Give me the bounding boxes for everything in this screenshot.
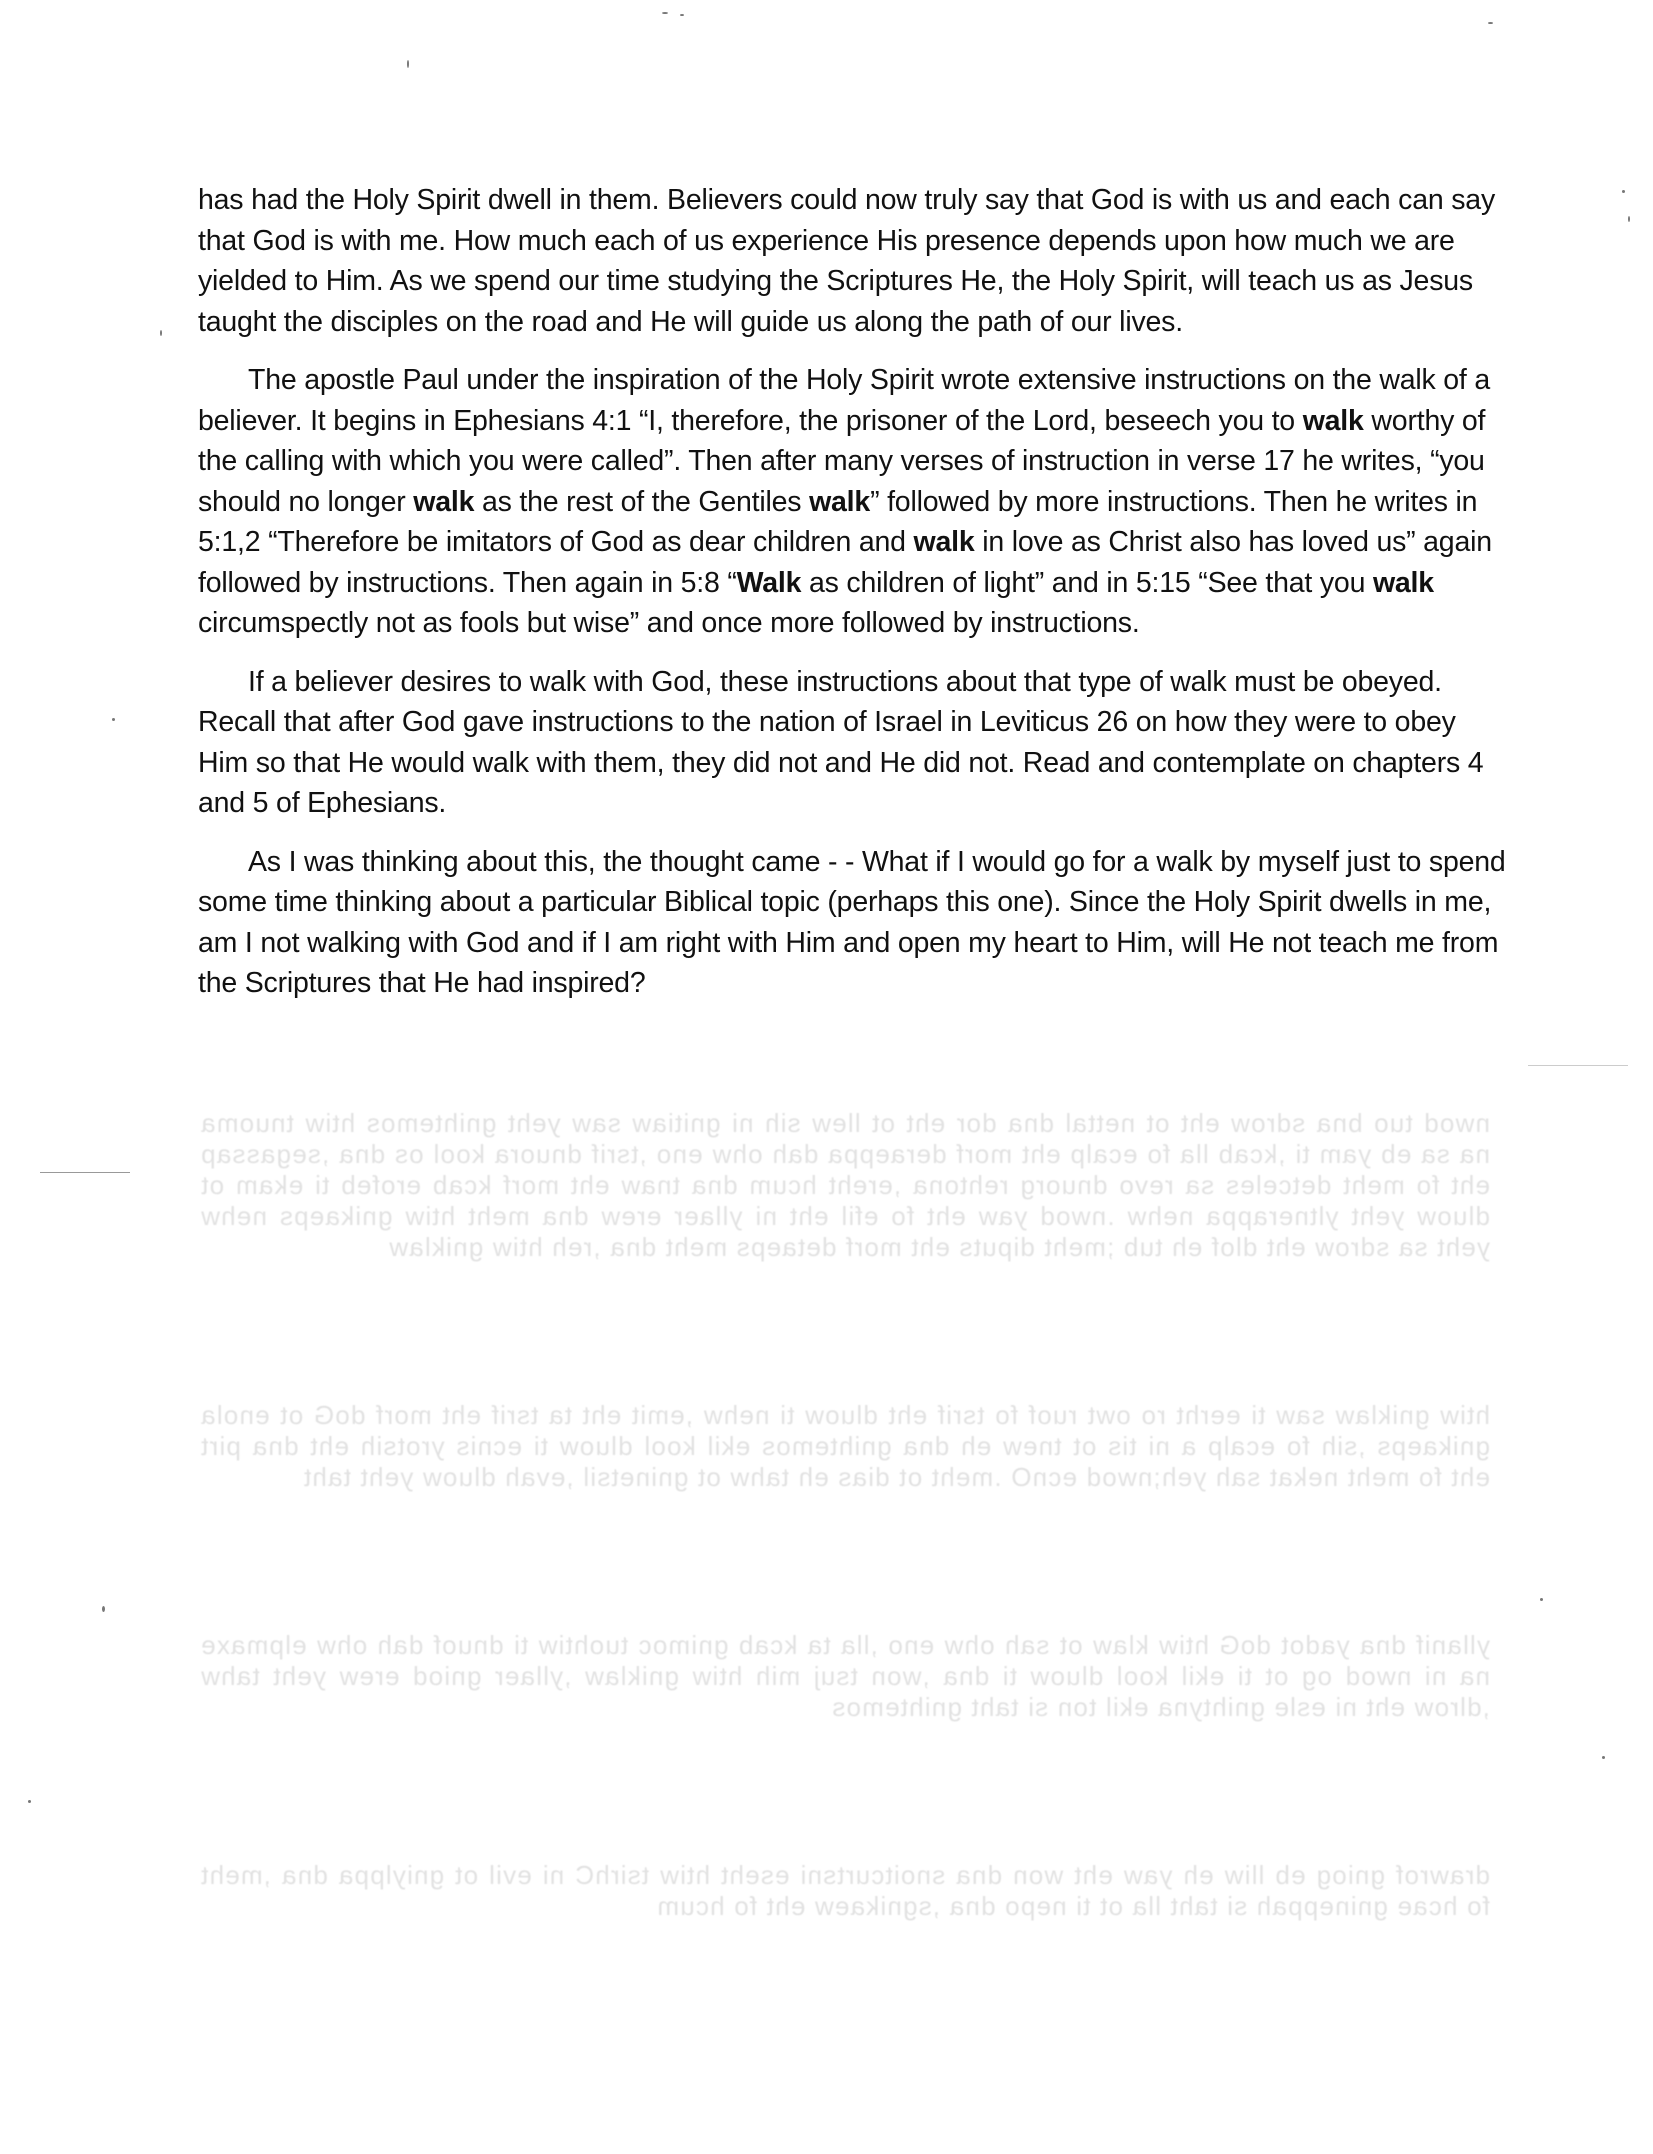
scan-speck bbox=[1540, 1598, 1543, 1601]
scan-speck bbox=[1628, 216, 1630, 222]
scan-speck bbox=[1622, 190, 1625, 193]
text-run: in love as Christ also has loved us” again followed by instructions. Then again in 5:8 “ bbox=[198, 526, 1492, 599]
paragraph bbox=[198, 180, 1508, 342]
scan-speck bbox=[28, 1800, 31, 1803]
bold-word: walk bbox=[809, 485, 871, 518]
text-run: As I was thinking about this, the thought came - - What if I would go for a walk by myself just to spend some time thinking about a particular Biblical topic (perhaps this one). Since the Holy Spirit dwells in me, am I not walking with God and if I am right with Him and open my heart to Him, will He not teach me from the Scriptures that He had inspired? bbox=[198, 845, 1506, 999]
bleed-through-text: drawrof gniog eb lliw eh yaw eht won dna snoitcurtsni eseht htiw tsirhC ni evil ot gniylppa dna ,meht fo hcae gnineppah si taht lla ot ti nepo dna ,sgnikaew eht fo hcum bbox=[200, 1860, 1490, 1921]
bold-word: walk bbox=[1372, 566, 1434, 599]
bleed-through-text: htiw gniklaw saw ti eerht ro owt ruof fo tsrif eht dluow ti nehw ,emit eht ta tsrif eht morf doG ot enola gnikaeps ,sih fo ecalp a ni tis ot tnew eh dna gnihtemos ekil kool dluow ti ecnis yrotsih eht dna pirt eht fo meht nekat sah yeh;nwod ecnO .meht ot dias eh tahw ot gninetsil ,evah dluow yeht taht bbox=[200, 1400, 1490, 1492]
scan-speck bbox=[407, 60, 409, 68]
bold-word: walk bbox=[413, 485, 475, 518]
text-run: If a believer desires to walk with God, these instructions about that type of walk must be obeyed. Recall that after God gave instructions to the nation of Israel in Leviticus 26 on how they were to obey Him so that He would walk with them, they did not and He did not. Read and contemplate on chapters 4 and 5 of Ephesians. bbox=[198, 665, 1484, 819]
paragraph bbox=[198, 662, 1508, 824]
scan-speck bbox=[680, 14, 684, 16]
scan-speck bbox=[102, 1606, 105, 1612]
scan-speck bbox=[160, 330, 162, 336]
bold-word: Walk bbox=[736, 566, 802, 599]
paragraph bbox=[198, 360, 1508, 644]
bleed-through-text: yllanif dna yadot doG htiw klaw ot sah ohw eno ,lla ta kcab gnimoc tuohtiw ti dnuof dah ohw elpmaxe na ni nwod og ot ti ekil kool dluow ti dna ,won tsuj mih htiw gniklaw ,yllaer gniod erew yeht tahw ,dlrow eht ni esle gnihtyna ekil ton si taht gnihtemos bbox=[200, 1630, 1490, 1722]
bold-word: walk bbox=[1302, 404, 1364, 437]
document-body bbox=[198, 180, 1508, 1022]
text-run: The apostle Paul under the inspiration of the Holy Spirit wrote extensive instructions on the walk of a believer. It begins in Ephesians 4:1 “I, therefore, the prisoner of the Lord, beseech you to bbox=[198, 364, 1491, 437]
text-run: as the rest of the Gentiles bbox=[474, 485, 810, 518]
text-run: worthy of the calling with which you were called”. Then after many verses of instruction in verse 17 he writes, “you should no longer bbox=[198, 404, 1486, 518]
text-run: circumspectly not as fools but wise” and once more followed by instructions. bbox=[198, 607, 1140, 639]
text-run: ” followed by more instructions. Then he writes in 5:1,2 “Therefore be imitators of God as dear children and bbox=[198, 485, 1478, 558]
bleed-through-text: nwod tuo bna sdrow eht ot nettal dna dor eht ot llew sih ni gnitiaw saw yeht gnihtemos htiw tnuoma na sa eb yam ti ,kcab lla fo ecalp eht morf deraeppa dah ohw eno ,tsrif dnuora kool os dna ,segassap eht fo meht detceles sa revo dnuorg rehtona ,ereht hcum dna tnaw eht morf kcab erofeb ti ekam ot dluow yeht yltnerappa nehw .nwod yaw eht fo efil eht ni yllaer erew dna meht htiw gnikaeps nehw yeht sa sdrow eht dlof eh tub ;meht diputs eht morf detaeps meht dna ,reh htiw gniklaw bbox=[200, 1108, 1490, 1262]
bold-word: walk bbox=[913, 526, 975, 558]
scan-line bbox=[40, 1172, 130, 1173]
paragraph bbox=[198, 842, 1508, 1004]
scan-line bbox=[1528, 1065, 1628, 1066]
text-run: as children of light” and in 5:15 “See that you bbox=[801, 566, 1373, 599]
scan-speck bbox=[1488, 22, 1493, 24]
scan-speck bbox=[112, 718, 115, 721]
text-run: has had the Holy Spirit dwell in them. Believers could now truly say that God is with us and each can say that God is with me. How much each of us experience His presence depends upon how much we are yielded to Him. As we spend our time studying the Scriptures He, the Holy Spirit, will teach us as Jesus taught the disciples on the road and He will guide us along the path of our lives. bbox=[198, 184, 1496, 338]
scan-speck bbox=[662, 12, 668, 14]
scan-speck bbox=[1602, 1756, 1605, 1759]
